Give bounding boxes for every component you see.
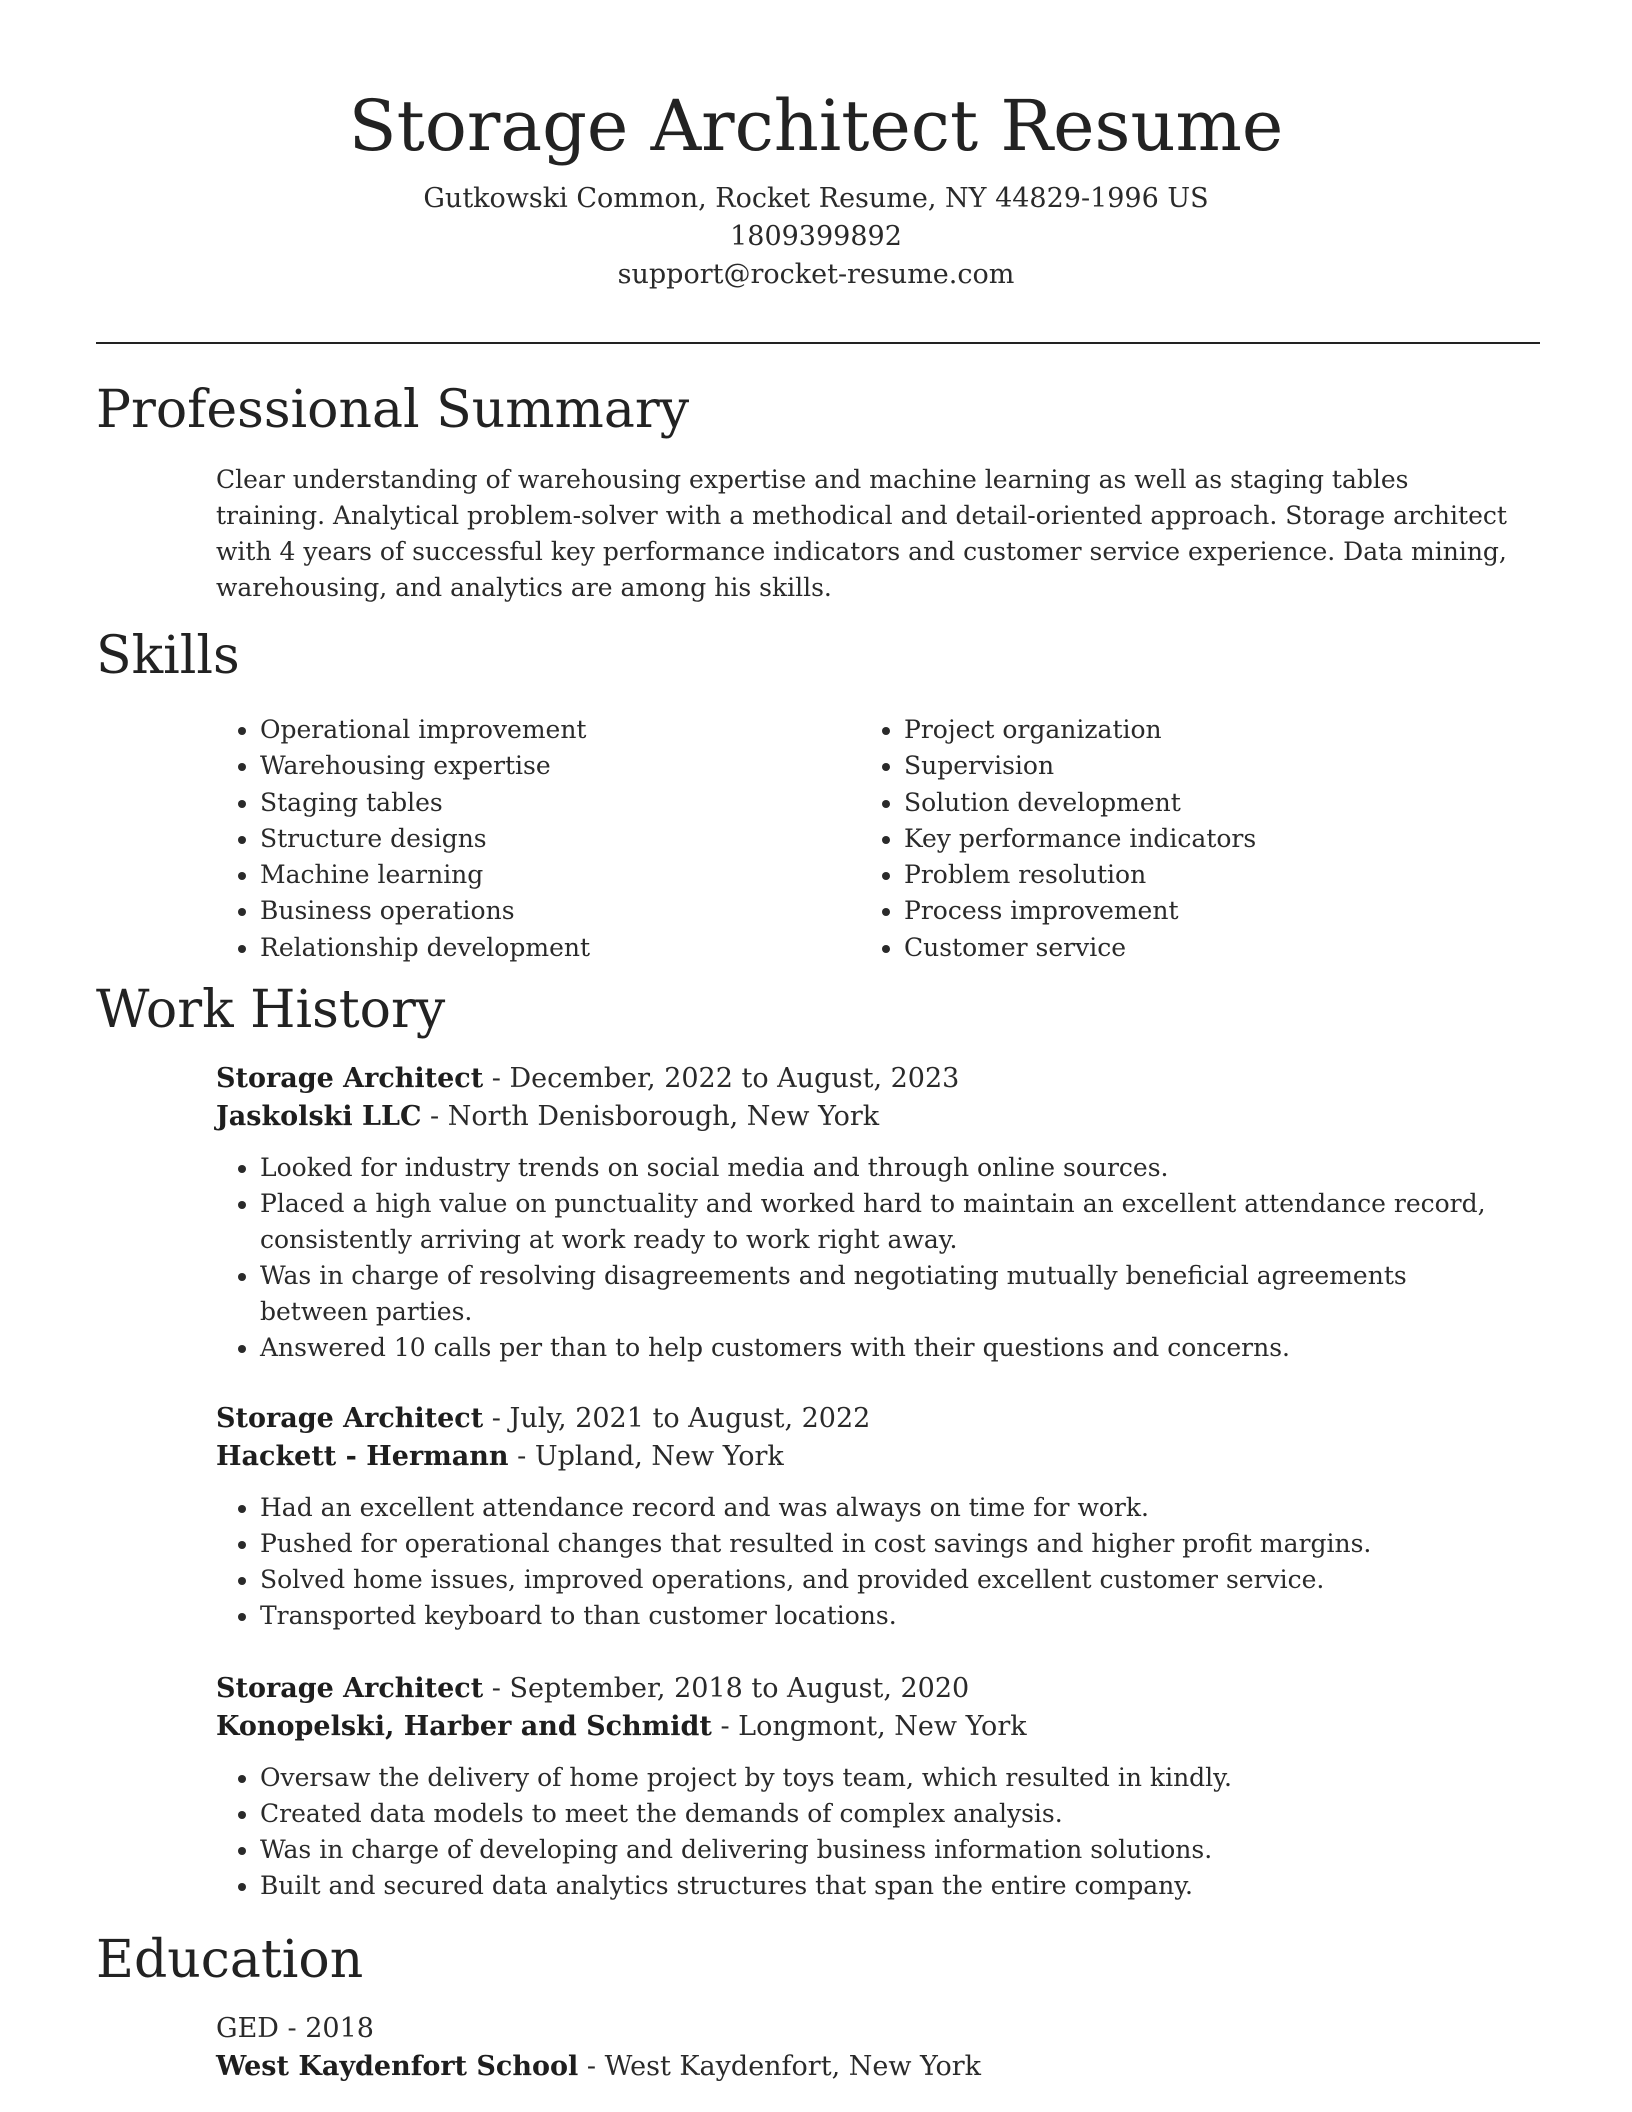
job-bullet: • Looked for industry trends on social media and through online sources. [260,1150,1516,1186]
job-bullet: • Built and secured data analytics structures that span the entire company. [260,1868,1516,1904]
job-company: Jaskolski LLC [216,1101,422,1132]
skill-item: • Solution development [904,785,1504,821]
job-title-line [216,1060,1516,1098]
job-entry [216,1400,1516,1634]
header-divider [96,342,1540,344]
job-company: Hackett - Hermann [216,1441,509,1472]
job-bullet: • Answered 10 calls per than to help customers with their questions and concerns. [260,1330,1516,1366]
job-bullet: • Oversaw the delivery of home project by toys team, which resulted in kindly. [260,1760,1516,1796]
section-title-summary: Professional Summary [96,380,690,440]
job-bullet: • Solved home issues, improved operations, and provided excellent customer service. [260,1562,1516,1598]
job-dates: - September, 2018 to August, 2020 [483,1673,970,1704]
job-bullet: • Created data models to meet the demands of complex analysis. [260,1796,1516,1832]
job-bullet: • Had an excellent attendance record and was always on time for work. [260,1490,1516,1526]
job-bullet: • Was in charge of developing and delivering business information solutions. [260,1832,1516,1868]
address: Gutkowski Common, Rocket Resume, NY 44829-1996 US [423,183,1209,214]
job-bullets [216,1150,1516,1366]
skill-item: • Warehousing expertise [260,748,860,784]
skill-item: • Project organization [904,712,1504,748]
job-bullet: • Placed a high value on punctuality and worked hard to maintain an excellent attendance record, consistently arriving at work ready to work right away. [260,1186,1516,1258]
job-company-line [216,1438,1516,1476]
job-location: - Longmont, New York [711,1711,1027,1742]
education-school: West Kaydenfort School [216,2051,579,2082]
job-bullet: • Pushed for operational changes that resulted in cost savings and higher profit margins. [260,1526,1516,1562]
job-location: - Upland, New York [508,1441,784,1472]
resume-title: Storage Architect Resume [348,85,1284,167]
job-role: Storage Architect [216,1063,484,1094]
email: support@rocket-resume.com [617,259,1015,290]
skill-item: • Operational improvement [260,712,860,748]
job-title-line [216,1670,1516,1708]
skill-item: • Structure designs [260,821,860,857]
section-title-education: Education [96,1930,364,1990]
skills-list-right [860,712,1504,966]
summary-text: Clear understanding of warehousing expertise and machine learning as well as staging tables training. Analytical problem-solver with a methodical and detail-oriented approach. Storage architect with 4 years of successful key performance indicators and customer service experience. Data mining, warehousing, and analytics are among his skills. [216,465,1507,602]
job-title-line [216,1400,1516,1438]
education-school-line [216,2048,1516,2086]
job-entry [216,1060,1516,1366]
job-entry [216,1670,1516,1904]
job-role: Storage Architect [216,1673,484,1704]
education-degree: GED - 2018 [216,2013,374,2044]
skill-item: • Problem resolution [904,857,1504,893]
phone: 1809399892 [730,221,902,252]
skill-item: • Process improvement [904,893,1504,929]
education-entry [216,2010,1516,2086]
job-dates: - July, 2021 to August, 2022 [483,1403,871,1434]
skill-item: • Business operations [260,893,860,929]
job-company: Konopelski, Harber and Schmidt [216,1711,712,1742]
education-location: - West Kaydenfort, New York [578,2051,982,2082]
skill-item: • Staging tables [260,785,860,821]
skill-item: • Machine learning [260,857,860,893]
skill-item: • Customer service [904,930,1504,966]
job-location: - North Denisborough, New York [421,1101,880,1132]
job-role: Storage Architect [216,1403,484,1434]
skill-item: • Key performance indicators [904,821,1504,857]
section-title-work: Work History [96,980,446,1040]
section-title-skills: Skills [96,626,240,686]
job-bullets [216,1760,1516,1904]
job-dates: - December, 2022 to August, 2023 [483,1063,960,1094]
skill-item: • Supervision [904,748,1504,784]
skill-item: • Relationship development [260,930,860,966]
job-bullet: • Transported keyboard to than customer locations. [260,1598,1516,1634]
resume-header [0,80,1632,294]
job-company-line [216,1708,1516,1746]
job-bullet: • Was in charge of resolving disagreements and negotiating mutually beneficial agreements between parties. [260,1258,1516,1330]
skills-list-left [216,712,860,966]
job-company-line [216,1098,1516,1136]
job-bullets [216,1490,1516,1634]
